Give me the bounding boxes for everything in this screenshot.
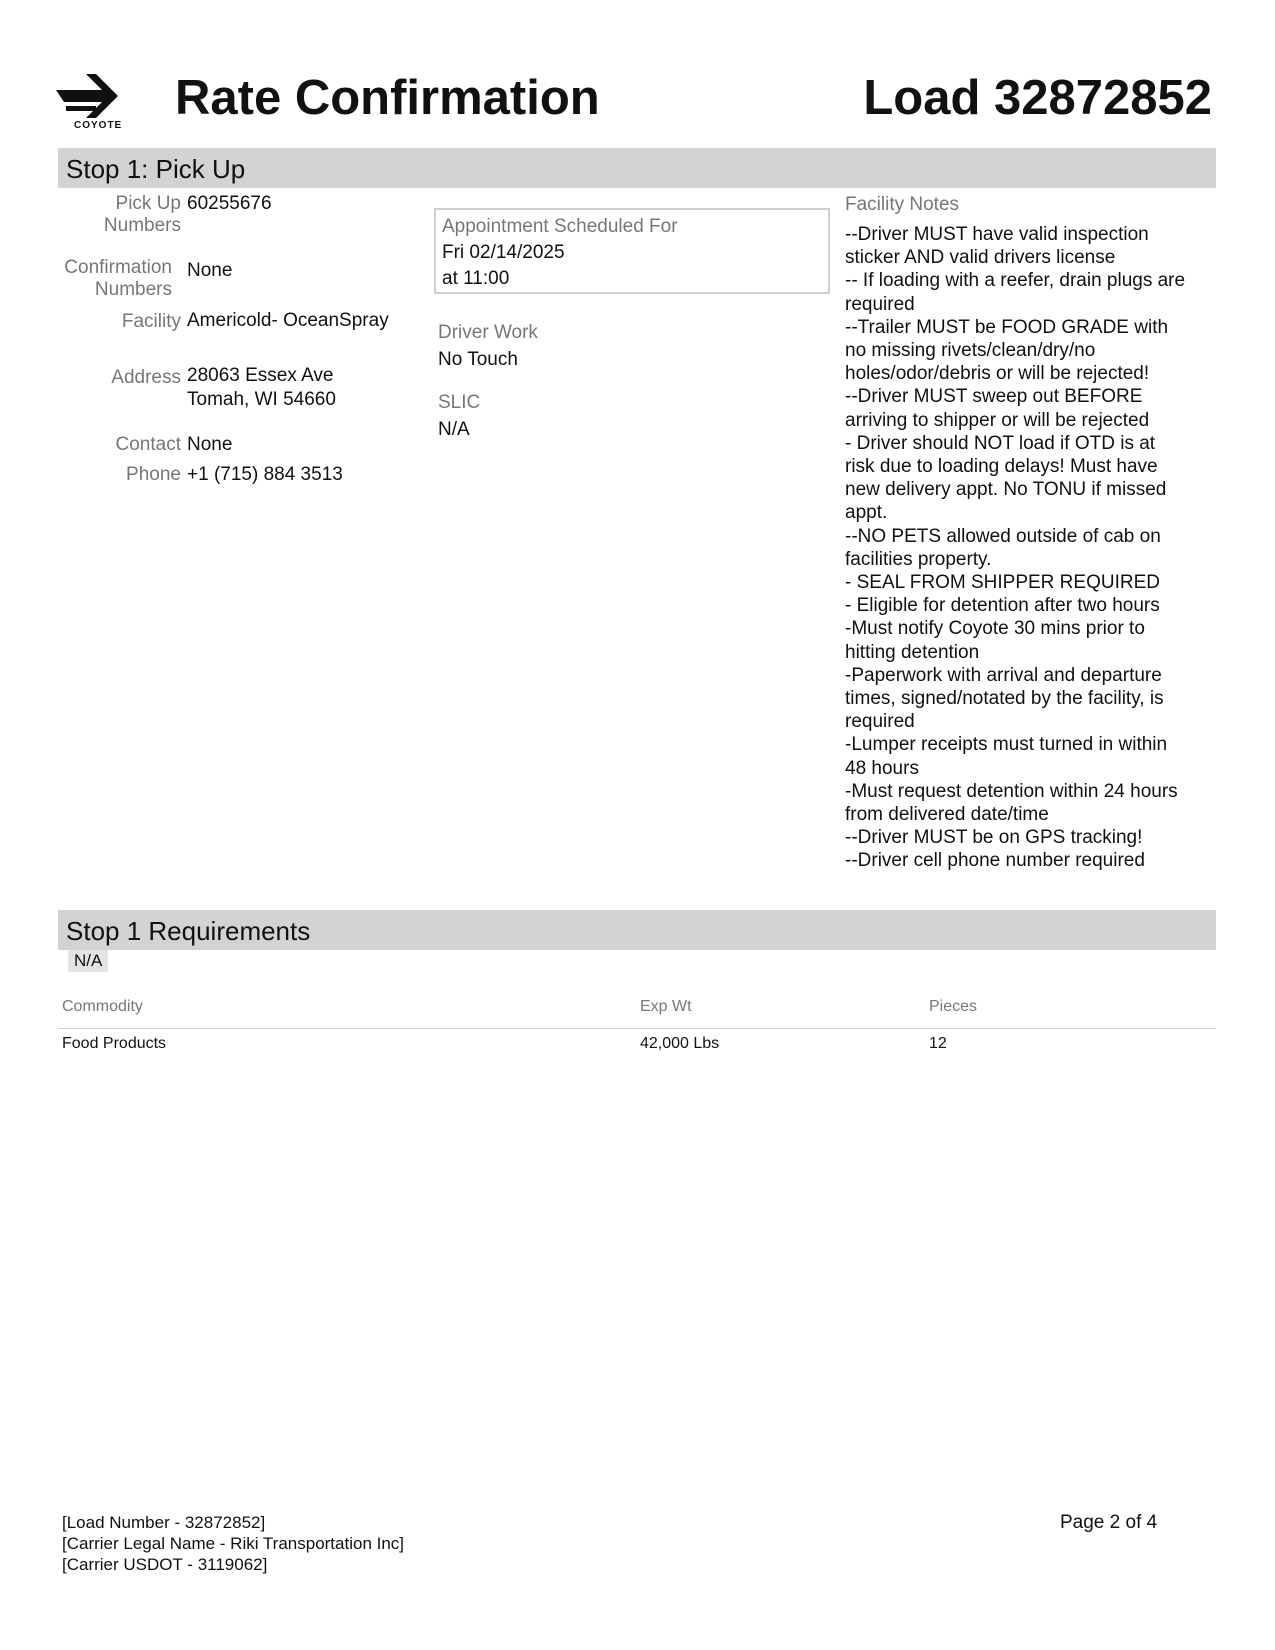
page-title: Rate Confirmation bbox=[175, 71, 600, 125]
facility-note-line: -Lumper receipts must turned in within bbox=[845, 734, 1168, 756]
facility-note-line: --Driver cell phone number required bbox=[845, 850, 1145, 872]
confirmation-numbers-label: Confirmation Numbers bbox=[64, 257, 172, 300]
facility-value: Americold- OceanSpray bbox=[187, 310, 389, 331]
address-value: 28063 Essex Ave Tomah, WI 54660 bbox=[187, 365, 336, 410]
phone-value: +1 (715) 884 3513 bbox=[187, 464, 343, 485]
facility-note-line: -Must request detention within 24 hours bbox=[845, 780, 1178, 802]
facility-note-line: new delivery appt. No TONU if missed bbox=[845, 479, 1167, 501]
page-number: Page 2 of 4 bbox=[1060, 1512, 1158, 1533]
load-number-title: Load 32872852 bbox=[863, 71, 1212, 125]
footer-info bbox=[62, 1512, 404, 1575]
facility-note-line: -- If loading with a reefer, drain plugs are bbox=[845, 270, 1186, 292]
requirements-section-header bbox=[58, 910, 1216, 950]
facility-note-line: -Must notify Coyote 30 mins prior to bbox=[845, 618, 1145, 640]
confirmation-numbers-value: None bbox=[187, 260, 233, 281]
requirements-value: N/A bbox=[68, 950, 108, 972]
facility-note-line: arriving to shipper or will be rejected bbox=[845, 409, 1150, 431]
facility-note-line: 48 hours bbox=[845, 757, 919, 779]
facility-note-line: risk due to loading delays! Must have bbox=[845, 456, 1158, 478]
exp-wt-header: Exp Wt bbox=[640, 998, 692, 1015]
facility-note-line: appt. bbox=[845, 502, 888, 524]
contact-value: None bbox=[187, 434, 233, 455]
pieces-cell: 12 bbox=[929, 1035, 947, 1052]
appointment-label: Appointment Scheduled For bbox=[442, 216, 678, 237]
facility-note-line: holes/odor/debris or will be rejected! bbox=[845, 363, 1150, 385]
facility-note-line: sticker AND valid drivers license bbox=[845, 247, 1116, 269]
driver-work-value: No Touch bbox=[438, 349, 518, 370]
commodity-cell: Food Products bbox=[62, 1035, 167, 1052]
contact-label: Contact bbox=[115, 434, 181, 455]
facility-notes-label: Facility Notes bbox=[845, 194, 960, 215]
facility-note-line: --NO PETS allowed outside of cab on bbox=[845, 525, 1161, 547]
facility-note-line: --Driver MUST be on GPS tracking! bbox=[845, 827, 1143, 849]
facility-note-line: required bbox=[845, 293, 915, 315]
footer-carrier-usdot: [Carrier USDOT - 3119062] bbox=[62, 1555, 268, 1574]
address-label: Address bbox=[111, 367, 181, 388]
appointment-date: Fri 02/14/2025 bbox=[442, 242, 565, 263]
coyote-arrow-icon bbox=[56, 72, 132, 118]
exp-wt-cell: 42,000 Lbs bbox=[640, 1035, 720, 1052]
facility-note-line: --Driver MUST have valid inspection bbox=[845, 224, 1149, 245]
facility-note-line: from delivered date/time bbox=[845, 804, 1049, 826]
facility-note-line: no missing rivets/clean/dry/no bbox=[845, 340, 1096, 362]
phone-label: Phone bbox=[126, 464, 181, 485]
facility-note-line: - Driver should NOT load if OTD is at bbox=[845, 432, 1156, 454]
slic-value: N/A bbox=[438, 419, 470, 440]
facility-note-line: - SEAL FROM SHIPPER REQUIRED bbox=[845, 572, 1160, 594]
pickup-numbers-label: Pick Up Numbers bbox=[103, 193, 181, 236]
facility-note-line: --Trailer MUST be FOOD GRADE with bbox=[845, 316, 1169, 338]
pickup-numbers-value: 60255676 bbox=[187, 193, 272, 214]
facility-note-line: facilities property. bbox=[845, 548, 992, 570]
facility-note-line: - Eligible for detention after two hours bbox=[845, 595, 1160, 617]
facility-note-line: times, signed/notated by the facility, is bbox=[845, 688, 1164, 710]
facility-label: Facility bbox=[121, 311, 181, 332]
commodity-header: Commodity bbox=[62, 998, 143, 1015]
appointment-box bbox=[434, 208, 830, 294]
facility-notes bbox=[845, 223, 1215, 873]
requirements-section-title: Stop 1 Requirements bbox=[66, 916, 311, 946]
coyote-logo bbox=[56, 72, 132, 134]
pieces-header: Pieces bbox=[929, 998, 978, 1015]
appointment-time: at 11:00 bbox=[442, 268, 510, 289]
footer-load-number: [Load Number - 32872852] bbox=[62, 1513, 266, 1532]
facility-note-line: --Driver MUST sweep out BEFORE bbox=[845, 386, 1143, 408]
facility-note-line: hitting detention bbox=[845, 641, 980, 663]
footer-carrier-name: [Carrier Legal Name - Riki Transportation Inc] bbox=[62, 1534, 405, 1553]
facility-note-line: required bbox=[845, 711, 915, 733]
driver-work-label: Driver Work bbox=[438, 322, 538, 343]
logo-wordmark: COYOTE bbox=[74, 120, 123, 131]
facility-note-line: -Paperwork with arrival and departure bbox=[845, 664, 1162, 686]
slic-label: SLIC bbox=[438, 392, 481, 413]
stop-section-title: Stop 1: Pick Up bbox=[66, 154, 246, 184]
table-divider bbox=[58, 1028, 1216, 1029]
stop-section-header bbox=[58, 148, 1216, 188]
